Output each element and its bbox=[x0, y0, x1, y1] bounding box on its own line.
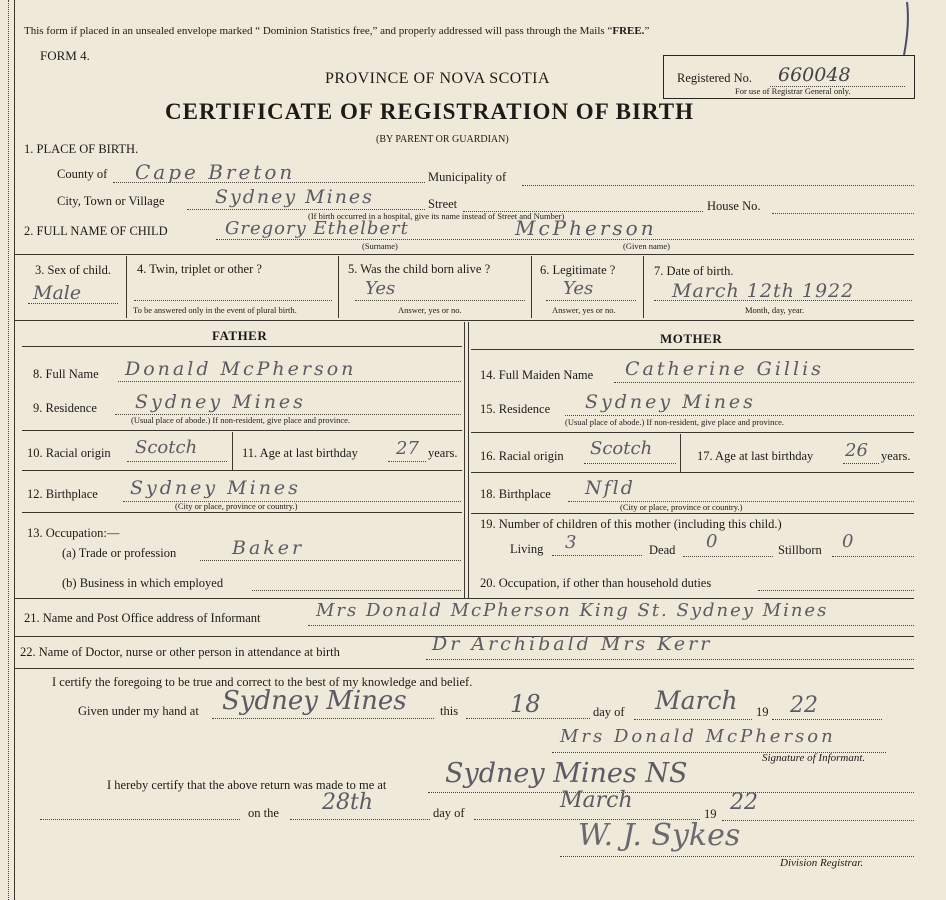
mother-birthplace-value: Nfld bbox=[585, 477, 635, 499]
mother-racial-dots bbox=[584, 463, 676, 464]
twin-label: 4. Twin, triplet or other ? bbox=[137, 262, 262, 276]
page-subtitle: (BY PARENT OR GUARDIAN) bbox=[376, 134, 509, 145]
municipality-label: Municipality of bbox=[428, 170, 507, 184]
informant-value: Mrs Donald McPherson King St. Sydney Mines bbox=[316, 600, 829, 621]
father-birthplace-note: (City or place, province or country.) bbox=[175, 501, 298, 511]
mother-dead-value: 0 bbox=[706, 531, 718, 552]
registrar-day-dots bbox=[290, 819, 430, 820]
mother-name-value: Catherine Gillis bbox=[625, 358, 824, 380]
twin-dots bbox=[134, 300, 332, 301]
given-day-dots bbox=[466, 718, 590, 719]
legitimate-label: 6. Legitimate ? bbox=[540, 263, 616, 277]
given-year-dots bbox=[772, 719, 882, 720]
facts-divider-1 bbox=[126, 256, 127, 318]
sex-label: 3. Sex of child. bbox=[35, 263, 112, 277]
mother-racial-label: 16. Racial origin bbox=[480, 449, 564, 463]
informant-label: 21. Name and Post Office address of Informant bbox=[24, 611, 261, 625]
registrar-signature: W. J. Sykes bbox=[578, 818, 741, 853]
facts-divider-4 bbox=[643, 256, 644, 318]
form-number: FORM 4. bbox=[40, 48, 90, 63]
father-age-label: 11. Age at last birthday bbox=[242, 446, 358, 460]
mother-age-dots bbox=[843, 463, 879, 464]
father-business-label: (b) Business in which employed bbox=[62, 576, 224, 590]
mother-residence-dots bbox=[565, 415, 914, 416]
father-heading: FATHER bbox=[212, 328, 268, 343]
father-business-dots bbox=[252, 590, 461, 591]
house-dots bbox=[772, 213, 914, 214]
mother-name-label: 14. Full Maiden Name bbox=[480, 368, 594, 382]
given-month-value: March bbox=[655, 686, 738, 715]
sex-value: Male bbox=[33, 282, 82, 304]
registrar-day-value: 28th bbox=[322, 790, 374, 815]
father-rule-1 bbox=[22, 430, 462, 431]
father-age-divider bbox=[232, 432, 233, 470]
born-alive-label: 5. Was the child born alive ? bbox=[348, 262, 491, 276]
facts-divider-3 bbox=[531, 256, 532, 318]
father-age-unit: years. bbox=[428, 446, 458, 460]
mother-living-value: 3 bbox=[565, 532, 577, 553]
registered-label: Registered No. bbox=[677, 71, 752, 85]
left-edge-line bbox=[14, 0, 15, 900]
given-place-dots bbox=[212, 718, 434, 719]
mother-stillborn-label: Stillborn bbox=[778, 543, 822, 557]
legitimate-value: Yes bbox=[563, 278, 594, 299]
certify-statement: I certify the foregoing to be true and correct to the best of my knowledge and belief. bbox=[52, 675, 473, 689]
mother-age-value: 26 bbox=[845, 440, 868, 461]
mother-racial-value: Scotch bbox=[590, 438, 653, 459]
doctor-label: 22. Name of Doctor, nurse or other person in attendance at birth bbox=[20, 645, 340, 659]
child-given-name-value: Gregory Ethelbert bbox=[225, 218, 409, 239]
signature-of-informant-label: Signature of Informant. bbox=[762, 752, 866, 764]
born-alive-value: Yes bbox=[365, 278, 396, 299]
child-name-label: 2. FULL NAME OF CHILD bbox=[24, 224, 168, 238]
father-racial-value: Scotch bbox=[135, 437, 198, 458]
given-this-label: this bbox=[440, 704, 459, 718]
mother-rule-1 bbox=[471, 432, 914, 433]
father-racial-dots bbox=[127, 461, 227, 462]
informant-signature: Mrs Donald McPherson bbox=[560, 726, 836, 747]
doctor-bottom-rule bbox=[14, 668, 914, 669]
registrar-place-value: Sydney Mines NS bbox=[445, 758, 688, 789]
parents-divider-b bbox=[468, 322, 469, 598]
street-label: Street bbox=[428, 197, 458, 211]
given-day-value: 18 bbox=[510, 690, 541, 718]
mother-residence-label: 15. Residence bbox=[480, 402, 551, 416]
mother-age-label: 17. Age at last birthday bbox=[697, 449, 814, 463]
mother-heading: MOTHER bbox=[660, 331, 723, 346]
mother-occupation-dots bbox=[758, 590, 914, 591]
father-birthplace-value: Sydney Mines bbox=[130, 477, 301, 499]
father-residence-note: (Usual place of abode.) If non-resident, give place and province. bbox=[131, 415, 351, 425]
registered-number-value: 660048 bbox=[778, 64, 851, 86]
given-year-prefix: 19 bbox=[756, 705, 769, 719]
hospital-note: (If birth occurred in a hospital, give its name instead of Street and Number) bbox=[308, 211, 565, 221]
father-rule-2 bbox=[22, 470, 462, 471]
facts-divider-2 bbox=[338, 256, 339, 318]
province-heading: PROVINCE OF NOVA SCOTIA bbox=[325, 70, 551, 87]
registrar-left-dots bbox=[40, 819, 240, 820]
mother-rule-2 bbox=[471, 472, 914, 473]
city-label: City, Town or Village bbox=[57, 194, 165, 208]
informant-dots bbox=[308, 625, 914, 626]
doctor-value: Dr Archibald Mrs Kerr bbox=[432, 633, 713, 655]
mother-name-dots bbox=[614, 382, 914, 383]
mother-living-dots bbox=[552, 555, 642, 556]
mother-age-divider bbox=[680, 434, 681, 472]
father-age-value: 27 bbox=[396, 438, 419, 459]
father-name-value: Donald McPherson bbox=[125, 358, 357, 380]
mother-rule-3 bbox=[471, 513, 914, 514]
date-of-birth-value: March 12th 1922 bbox=[672, 280, 855, 302]
mother-birthplace-note: (City or place, province or country.) bbox=[620, 502, 743, 512]
given-place-value: Sydney Mines bbox=[222, 686, 407, 716]
mother-heading-rule bbox=[471, 349, 914, 350]
legitimate-note: Answer, yes or no. bbox=[552, 305, 616, 315]
given-month-dots bbox=[634, 719, 752, 720]
date-of-birth-label: 7. Date of birth. bbox=[654, 264, 734, 278]
mother-birthplace-label: 18. Birthplace bbox=[480, 487, 551, 501]
page-title: CERTIFICATE OF REGISTRATION OF BIRTH bbox=[165, 99, 694, 124]
mother-age-unit: years. bbox=[881, 449, 911, 463]
mother-occupation-label: 20. Occupation, if other than household duties bbox=[480, 576, 712, 590]
mother-children-label: 19. Number of children of this mother (including this child.) bbox=[480, 517, 782, 531]
house-number-label: House No. bbox=[707, 199, 761, 213]
twin-note: To be answered only in the event of plural birth. bbox=[133, 305, 297, 315]
registrar-year-value: 22 bbox=[730, 790, 758, 815]
registrar-month-value: March bbox=[560, 788, 633, 813]
mother-stillborn-value: 0 bbox=[842, 531, 854, 552]
postal-notice: This form if placed in an unsealed envelope marked “ Dominion Statistics free,” and properly addressed will pass through the Mails “FREE.” bbox=[24, 25, 650, 37]
surname-note: (Surname) bbox=[362, 241, 398, 251]
place-of-birth-heading: 1. PLACE OF BIRTH. bbox=[24, 142, 139, 156]
registrar-year-prefix: 19 bbox=[704, 807, 717, 821]
father-racial-label: 10. Racial origin bbox=[27, 446, 111, 460]
father-residence-label: 9. Residence bbox=[33, 401, 97, 415]
parents-top-rule bbox=[14, 320, 914, 321]
father-trade-value: Baker bbox=[232, 537, 305, 559]
parents-divider-a bbox=[464, 322, 465, 598]
father-name-label: 8. Full Name bbox=[33, 367, 99, 381]
given-year-value: 22 bbox=[790, 693, 818, 718]
municipality-dots bbox=[522, 185, 914, 186]
date-of-birth-note: Month, day, year. bbox=[745, 305, 805, 315]
registrar-day-of-label: day of bbox=[433, 806, 465, 820]
father-name-dots bbox=[118, 381, 461, 382]
mother-stillborn-dots bbox=[832, 556, 914, 557]
father-rule-3 bbox=[22, 512, 462, 513]
legitimate-dots bbox=[546, 300, 636, 301]
father-occupation-label: 13. Occupation:— bbox=[27, 526, 120, 540]
born-alive-dots bbox=[355, 300, 525, 301]
given-name-note: (Given name) bbox=[623, 241, 670, 251]
mother-residence-value: Sydney Mines bbox=[585, 391, 756, 413]
father-heading-rule bbox=[22, 346, 462, 347]
mother-residence-note: (Usual place of abode.) If non-resident, give place and province. bbox=[565, 417, 785, 427]
mother-dead-label: Dead bbox=[649, 543, 676, 557]
mother-living-label: Living bbox=[510, 542, 544, 556]
county-value: Cape Breton bbox=[135, 160, 296, 184]
given-under-hand-label: Given under my hand at bbox=[78, 704, 199, 718]
registrar-place-dots bbox=[428, 792, 914, 793]
registered-note: For use of Registrar General only. bbox=[735, 86, 851, 96]
city-value: Sydney Mines bbox=[215, 186, 374, 208]
registrar-on-the-label: on the bbox=[248, 806, 279, 820]
father-residence-value: Sydney Mines bbox=[135, 391, 306, 413]
father-trade-label: (a) Trade or profession bbox=[62, 546, 177, 560]
doctor-dots bbox=[426, 659, 914, 660]
informant-top-rule bbox=[14, 598, 914, 599]
father-birthplace-label: 12. Birthplace bbox=[27, 487, 98, 501]
born-alive-note: Answer, yes or no. bbox=[398, 305, 462, 315]
father-trade-dots bbox=[200, 560, 461, 561]
father-age-dots bbox=[388, 461, 426, 462]
left-perforation bbox=[8, 0, 9, 900]
division-registrar-label: Division Registrar. bbox=[780, 857, 864, 869]
facts-top-rule bbox=[14, 254, 914, 255]
mother-dead-dots bbox=[683, 556, 773, 557]
registrar-year-dots bbox=[722, 820, 914, 821]
county-label: County of bbox=[57, 167, 108, 181]
given-day-of-label: day of bbox=[593, 705, 625, 719]
pen-stroke-mark bbox=[895, 0, 925, 60]
registrar-statement: I hereby certify that the above return was made to me at bbox=[107, 778, 387, 792]
child-surname-value: McPherson bbox=[515, 216, 657, 240]
city-dots bbox=[187, 209, 425, 210]
